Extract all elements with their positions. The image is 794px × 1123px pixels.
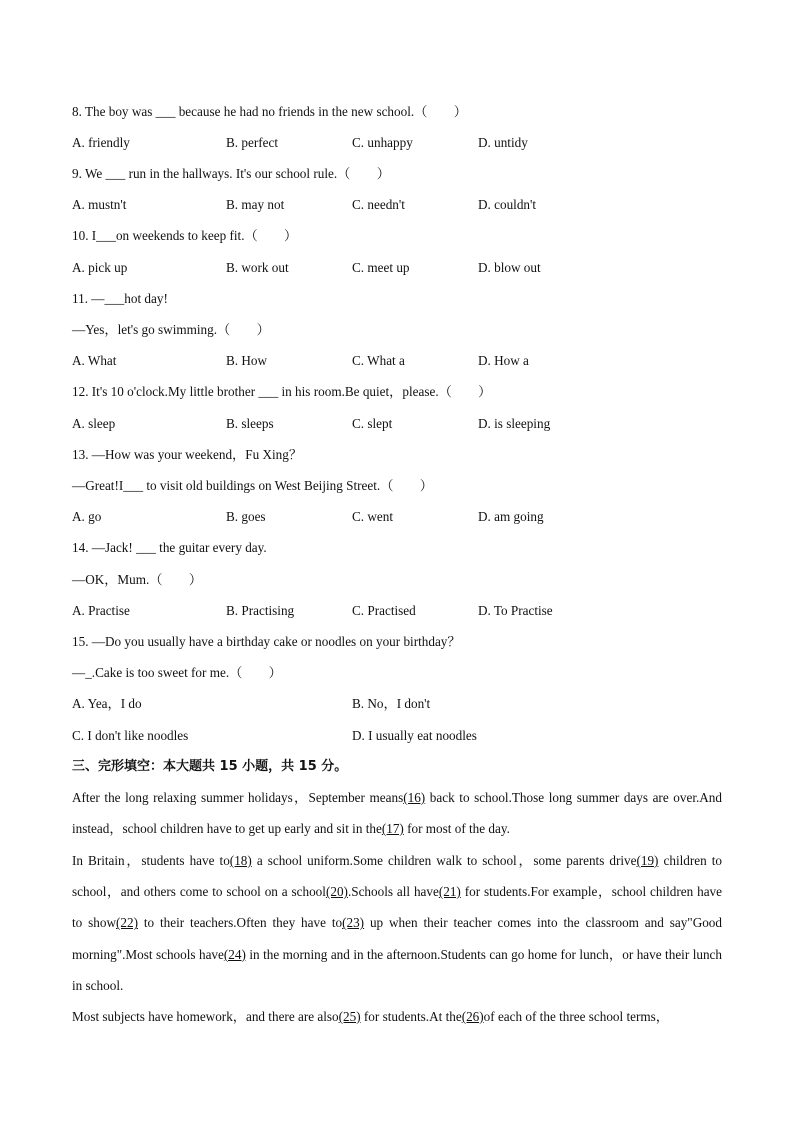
question-9-stem: 9. We ___ run in the hallways. It's our school rule.（ ） bbox=[72, 166, 390, 181]
question-11-options bbox=[72, 352, 752, 370]
option-c[interactable]: C. What a bbox=[352, 353, 405, 368]
passage-text: children to school，and others come to school on a school bbox=[72, 853, 722, 900]
option-b[interactable]: B. How bbox=[226, 353, 268, 368]
question-13-stem: 13. —How was your weekend，Fu Xing？ bbox=[72, 447, 303, 462]
passage-text: Most subjects have homework，and there are also bbox=[72, 1009, 339, 1024]
passage-paragraph-2 bbox=[72, 845, 722, 1001]
passage-text: for most of the day. bbox=[403, 821, 510, 837]
option-c[interactable]: C. needn't bbox=[352, 197, 405, 212]
question-15-response: —_.Cake is too sweet for me.（ ） bbox=[72, 665, 282, 680]
option-a[interactable]: A. friendly bbox=[72, 135, 130, 150]
blank-16[interactable]: (16) bbox=[403, 790, 426, 805]
passage-text: a school uniform.Some children walk to school，some parents drive bbox=[251, 853, 637, 868]
option-a[interactable]: A. pick up bbox=[72, 260, 128, 275]
option-d[interactable]: D. couldn't bbox=[478, 197, 537, 212]
question-13-response: —Great!I___ to visit old buildings on West Beijing Street.（ ） bbox=[72, 478, 433, 493]
option-c[interactable]: C. went bbox=[352, 509, 394, 524]
option-d[interactable]: D. blow out bbox=[478, 260, 541, 275]
option-b[interactable]: B. may not bbox=[226, 197, 285, 212]
option-a[interactable]: A. go bbox=[72, 509, 102, 524]
option-b[interactable]: B. sleeps bbox=[226, 416, 274, 431]
blank-18[interactable]: (18) bbox=[229, 853, 252, 868]
option-c[interactable]: C. unhappy bbox=[352, 135, 413, 150]
passage-text: In Britain，students have to bbox=[72, 853, 230, 868]
option-d[interactable]: D. How a bbox=[478, 353, 529, 368]
passage-text: for students.For example，school children have to show bbox=[72, 884, 723, 931]
option-d[interactable]: D. am going bbox=[478, 509, 544, 524]
blank-23[interactable]: (23) bbox=[342, 915, 365, 931]
option-b[interactable]: B. Practising bbox=[226, 603, 295, 618]
blank-25[interactable]: (25) bbox=[338, 1009, 361, 1024]
question-15-options-row1 bbox=[72, 695, 752, 713]
question-13-options bbox=[72, 508, 752, 526]
option-a[interactable]: A. mustn't bbox=[72, 197, 127, 212]
passage-paragraph-3 bbox=[72, 1001, 722, 1032]
option-b[interactable]: B. work out bbox=[226, 260, 289, 275]
option-c[interactable]: C. slept bbox=[352, 416, 393, 431]
blank-21[interactable]: (21) bbox=[438, 884, 461, 900]
question-8-options bbox=[72, 134, 752, 152]
question-14-stem: 14. —Jack! ___ the guitar every day. bbox=[72, 540, 267, 555]
option-d[interactable]: D. is sleeping bbox=[478, 416, 551, 431]
passage-text: After the long relaxing summer holidays，September means bbox=[72, 790, 404, 805]
passage-text: to their teachers.Often they have to bbox=[137, 915, 343, 931]
blank-24[interactable]: (24) bbox=[223, 946, 246, 962]
option-b[interactable]: B. No，I don't bbox=[352, 696, 431, 711]
question-11-response: —Yes，let's go swimming.（ ） bbox=[72, 322, 270, 337]
passage-text: up when their teacher comes into the classroom and say"Good morning".Most schools have bbox=[72, 915, 722, 962]
question-8-stem: 8. The boy was ___ because he had no friends in the new school.（ ） bbox=[72, 104, 467, 119]
question-10-options bbox=[72, 259, 752, 277]
passage-text: .Schools all have bbox=[347, 884, 439, 900]
passage-text: in the morning and in the afternoon.Students can go home for lunch，or have their lunch in school. bbox=[72, 946, 722, 993]
question-15-stem: 15. —Do you usually have a birthday cake or noodles on your birthday？ bbox=[72, 634, 461, 649]
question-10-stem: 10. I___on weekends to keep fit.（ ） bbox=[72, 228, 298, 243]
option-a[interactable]: A. sleep bbox=[72, 416, 116, 431]
option-c[interactable]: C. Practised bbox=[352, 603, 416, 618]
passage-paragraph-1 bbox=[72, 782, 722, 844]
question-12-stem: 12. It's 10 o'clock.My little brother ___ in his room.Be quiet，please.（ ） bbox=[72, 384, 492, 399]
passage-text: for students.At the bbox=[360, 1009, 462, 1024]
option-c[interactable]: C. meet up bbox=[352, 260, 410, 275]
option-a[interactable]: A. Practise bbox=[72, 603, 130, 618]
question-11-stem: 11. —___hot day! bbox=[72, 291, 168, 306]
question-14-options bbox=[72, 602, 752, 620]
option-a[interactable]: A. What bbox=[72, 353, 117, 368]
option-d[interactable]: D. I usually eat noodles bbox=[352, 728, 477, 743]
question-9-options bbox=[72, 196, 752, 214]
blank-17[interactable]: (17) bbox=[381, 821, 404, 837]
question-14-response: —OK，Mum.（ ） bbox=[72, 572, 203, 587]
option-d[interactable]: D. To Practise bbox=[478, 603, 553, 618]
blank-26[interactable]: (26) bbox=[461, 1009, 484, 1024]
option-d[interactable]: D. untidy bbox=[478, 135, 528, 150]
blank-20[interactable]: (20) bbox=[325, 884, 348, 900]
option-b[interactable]: B. perfect bbox=[226, 135, 278, 150]
option-b[interactable]: B. goes bbox=[226, 509, 266, 524]
option-a[interactable]: A. Yea，I do bbox=[72, 696, 142, 711]
passage-text: of each of the three school terms， bbox=[483, 1009, 669, 1024]
section-heading: 三、完形填空：本大题共 15 小题，共 15 分。 bbox=[72, 759, 348, 774]
blank-22[interactable]: (22) bbox=[116, 915, 138, 931]
question-12-options bbox=[72, 415, 752, 433]
option-c[interactable]: C. I don't like noodles bbox=[72, 728, 189, 743]
question-15-options-row2 bbox=[72, 727, 752, 745]
blank-19[interactable]: (19) bbox=[636, 853, 659, 868]
passage-text: back to school.Those long summer days are over.And instead，school children have to get up early and sit in the bbox=[72, 790, 722, 837]
